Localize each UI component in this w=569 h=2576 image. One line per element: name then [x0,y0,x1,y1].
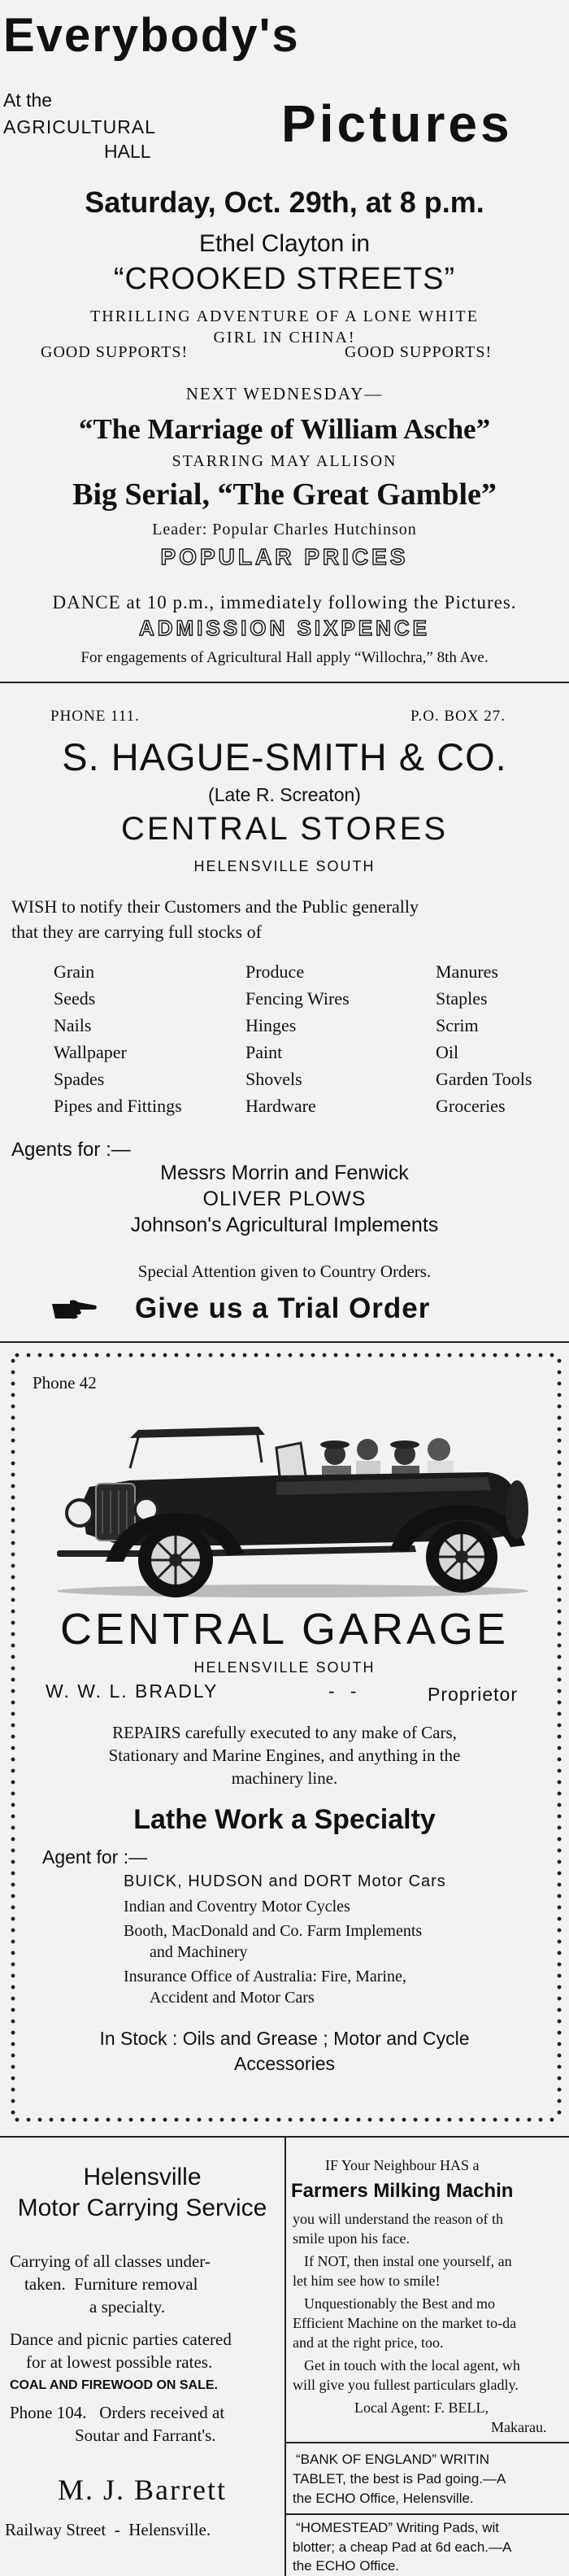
stock-item: Wallpaper [54,1042,127,1062]
dotted-border [11,1352,559,1358]
starring: STARRING MAY ALLISON [172,452,397,470]
dotted-border [11,2116,559,2123]
leader: Leader: Popular Charles Hutchinson [152,521,417,538]
body-line: If NOT, then instal one yourself, an [304,2253,512,2269]
phone-line: Phone 104. Orders received at [10,2403,225,2422]
proprietor-label: Proprietor [428,1684,518,1705]
agent-line: and Machinery [150,1943,248,1961]
body-line: taken. Furniture removal [24,2274,198,2294]
body-line: Efficient Machine on the market to-da [293,2315,517,2331]
venue-line: At the [3,89,53,111]
stock-item: Spades [54,1069,105,1089]
garage-name: CENTRAL GARAGE [59,1605,510,1654]
po-box: P.O. BOX 27. [410,708,506,725]
stock-item: Paint [245,1042,283,1062]
agent-line: Indian and Coventry Motor Cycles [124,1898,350,1916]
body-line: and at the right price, too. [293,2334,444,2351]
stock-item: Garden Tools [436,1069,532,1089]
ad-line: the ECHO Office, Helensville. [293,2491,474,2506]
feature-title: “CROOKED STREETS” [113,262,456,296]
stock-item: Groceries [436,1096,506,1116]
ad-title: Helensville [83,2164,202,2190]
ad-line: “HOMESTEAD” Writing Pads, wit [296,2520,500,2535]
agent-line: BUICK, HUDSON and DORT Motor Cars [124,1872,446,1890]
agent-line: Messrs Morrin and Fenwick [160,1162,409,1184]
ad-title: Everybody's [3,9,300,62]
stock-item: Shovels [245,1069,302,1089]
agent-place: Makarau. [491,2419,547,2435]
feature2-title: “The Marriage of William Asche” [78,413,491,445]
local-agent: Local Agent: F. BELL, [354,2399,489,2416]
owner-name: W. W. L. BRADLY [46,1680,219,1702]
repairs-line: Stationary and Marine Engines, and anything in the [108,1746,461,1765]
supports-left: GOOD SUPPORTS! [41,343,189,361]
stock-item: Manures [436,961,498,982]
agent-line: Johnson's Agricultural Implements [130,1214,439,1236]
location: HELENSVILLE SOUTH [193,1659,376,1676]
agent-line: OLIVER PLOWS [202,1188,367,1210]
ad-line: TABLET, the best is Pad going.—A [293,2471,506,2487]
ad-title: Farmers Milking Machin [291,2180,514,2202]
company-name: S. HAGUE-SMITH & CO. [62,735,507,778]
stock-item: Nails [54,1015,92,1035]
body-line: Get in touch with the local agent, wh [304,2357,520,2373]
agent-line: Insurance Office of Australia: Fire, Marine, [124,1968,406,1985]
supports-right: GOOD SUPPORTS! [345,343,493,361]
venue-line: HALL [104,141,151,162]
special-line: Special Attention given to Country Orders. [137,1262,432,1281]
stock-item: Scrim [436,1015,479,1035]
in-stock-line: Accessories [234,2053,335,2074]
late-line: (Late R. Screaton) [208,784,361,805]
agent-line: Booth, MacDonald and Co. Farm Implements [124,1922,423,1940]
trial-order: Give us a Trial Order [135,1292,431,1324]
body-line: you will understand the reason of th [293,2211,503,2227]
ad-line: “BANK OF ENGLAND” WRITIN [296,2452,490,2467]
body-line: for at lowest possible rates. [26,2352,213,2372]
serial-title: Big Serial, “The Great Gamble” [72,477,497,512]
stock-item: Produce [245,961,305,982]
tagline: GIRL IN CHINA! [213,329,356,347]
agents-label: Agents for :— [11,1139,131,1161]
repairs-line: machinery line. [231,1768,338,1788]
stores-heading: CENTRAL STORES [120,811,449,847]
body-line: Unquestionably the Best and mo [304,2295,495,2312]
show-date: Saturday, Oct. 29th, at 8 p.m. [85,185,484,219]
wish-line: WISH to notify their Customers and the Public generally [11,896,419,917]
engagements: For engagements of Agricultural Hall apply “Willochra,” 8th Ave. [80,649,489,666]
pictures-heading: Pictures [281,94,513,153]
divider [284,2442,569,2443]
dashes: - - [328,1680,357,1702]
divider [0,682,569,683]
touring-car-illustration [33,1391,541,1602]
ad-line: the ECHO Office. [293,2558,400,2574]
ad-title: Motor Carrying Service [17,2195,267,2221]
phone-line: Soutar and Farrant's. [75,2426,216,2445]
stock-item: Grain [54,961,95,982]
column-divider [284,2136,286,2576]
lathe-heading: Lathe Work a Specialty [133,1804,436,1835]
stock-item: Seeds [54,988,96,1009]
body-line: let him see how to smile! [293,2273,441,2289]
body-line: Carrying of all classes under- [10,2251,211,2271]
admission: ADMISSION SIXPENCE [138,616,431,640]
tagline: THRILLING ADVENTURE OF A LONE WHITE [90,307,479,325]
body-line: smile upon his face. [293,2230,410,2247]
agent-label: Agent for :— [42,1846,148,1868]
in-stock-line: In Stock : Oils and Grease ; Motor and Cycle [99,2028,470,2049]
venue-line: AGRICULTURAL [3,116,156,137]
popular-prices: POPULAR PRICES [160,544,409,569]
stock-item: Hardware [245,1096,316,1116]
phone-number: Phone 42 [33,1373,97,1393]
stock-item: Hinges [245,1015,297,1035]
coal-line: COAL AND FIREWOOD ON SALE. [10,2378,218,2392]
stock-item: Oil [436,1042,459,1062]
pointing-hand-icon [50,1297,98,1322]
stock-item: Fencing Wires [245,988,350,1009]
location: HELENSVILLE SOUTH [193,858,376,874]
body-line: a specialty. [89,2297,166,2317]
body-line: will give you fullest particulars gladly. [293,2377,519,2393]
divider [284,2513,569,2515]
star-line: Ethel Clayton in [198,230,371,257]
dance-line: DANCE at 10 p.m., immediately following the Pictures. [52,592,517,612]
agent-line: Accident and Motor Cars [150,1989,315,2007]
divider [0,1341,569,1343]
body-line: Dance and picnic parties catered [10,2330,232,2349]
intro-line: IF Your Neighbour HAS a [325,2157,480,2173]
wish-line: that they are carrying full stocks of [11,922,262,942]
next-wednesday: NEXT WEDNESDAY— [185,384,384,403]
owner-name: M. J. Barrett [58,2474,227,2506]
stock-item: Pipes and Fittings [54,1096,182,1116]
stock-item: Staples [436,988,488,1009]
address: Railway Street - Helensville. [5,2520,211,2539]
ad-line: blotter; a cheap Pad at 6d each.—A [293,2539,512,2555]
phone-number: PHONE 111. [50,708,140,725]
repairs-line: REPAIRS carefully executed to any make of Cars, [112,1723,457,1742]
